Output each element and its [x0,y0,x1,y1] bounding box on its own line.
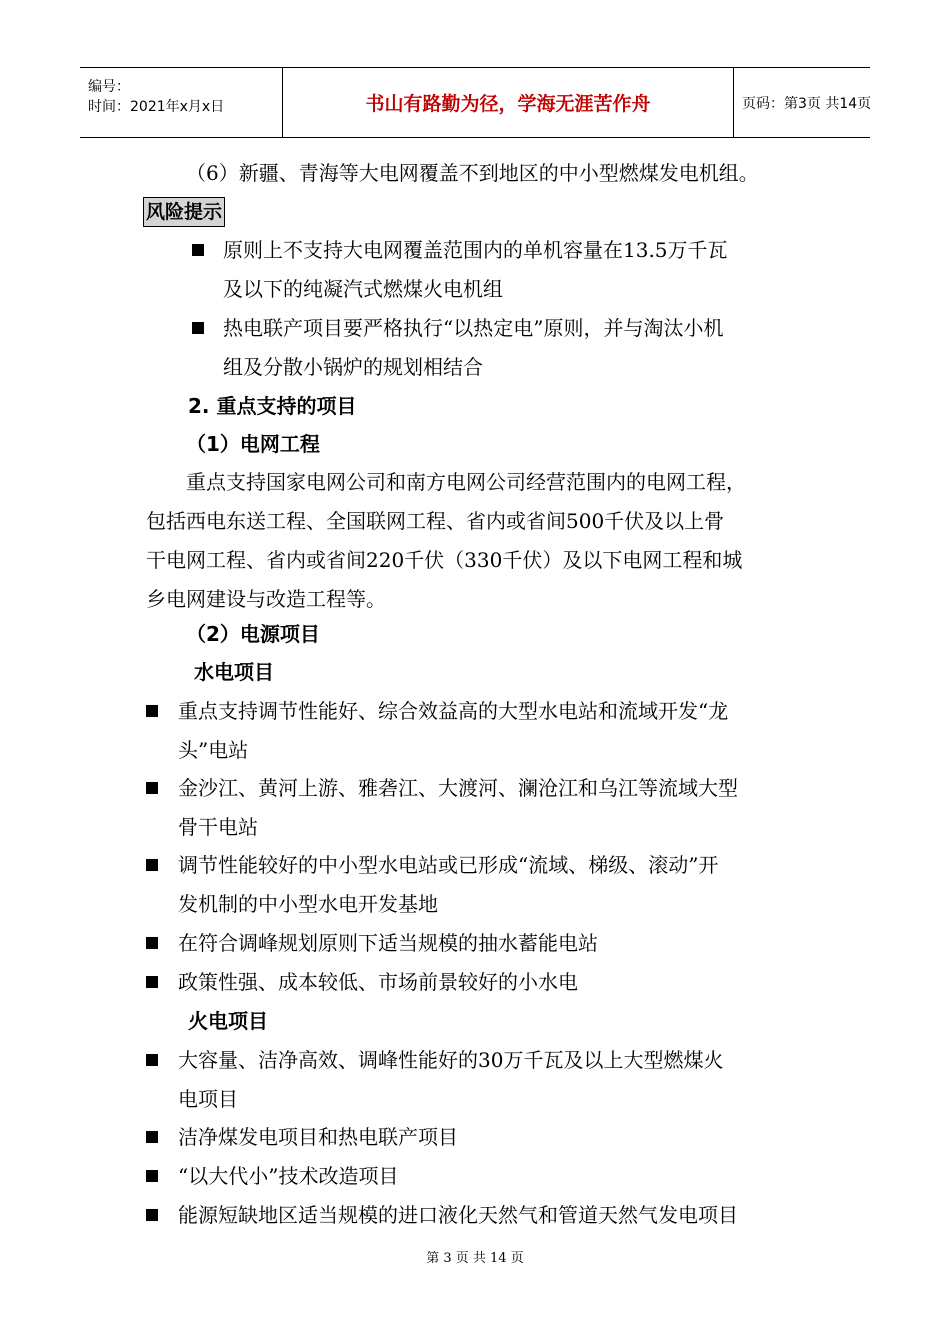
bullet-square-icon [146,976,158,988]
hydro-item-line: 金沙江、黄河上游、雅砻江、大渡河、澜沧江和乌江等流域大型 [178,776,738,800]
bullet-square-icon [192,244,204,256]
header-motto: 书山有路勤为径，学海无涯苦作舟 [365,93,651,115]
subsection-heading: （2）电源项目 [186,622,320,646]
bullet-square-icon [146,705,158,717]
thermal-item-line: 大容量、洁净高效、调峰性能好的30万千瓦及以上大型燃煤火 [178,1048,724,1072]
hydro-item-line: 骨干电站 [178,815,258,839]
hydro-item-line: 发机制的中小型水电开发基地 [178,892,438,916]
hydro-item-line: 重点支持调节性能好、综合效益高的大型水电站和流域开发“龙 [178,699,729,723]
bullet-square-icon [146,1131,158,1143]
page-header [80,67,870,138]
paragraph-line: 重点支持国家电网公司和南方电网公司经营范围内的电网工程， [186,470,746,494]
header-meta [80,68,282,137]
bullet-square-icon [146,1054,158,1066]
hydro-item-line: 政策性强、成本较低、市场前景较好的小水电 [178,970,578,994]
risk-tip-label: 风险提示 [143,197,225,227]
bullet-square-icon [192,322,204,334]
hydro-item-line: 调节性能较好的中小型水电站或已形成“流域、梯级、滚动”开 [178,853,719,877]
item-6-text: （6）新疆、青海等大电网覆盖不到地区的中小型燃煤发电机组。 [186,161,759,185]
hydro-item-line: 在符合调峰规划原则下适当规模的抽水蓄能电站 [178,931,598,955]
page-footer: 第 3 页 共 14 页 [426,1251,524,1266]
bullet-square-icon [146,937,158,949]
hydro-heading: 水电项目 [194,660,274,684]
thermal-item-line: 电项目 [178,1087,238,1111]
header-page-cell [734,68,870,137]
thermal-item-line: 能源短缺地区适当规模的进口液化天然气和管道天然气发电项目 [178,1203,738,1227]
risk-item-line: 原则上不支持大电网覆盖范围内的单机容量在13.5万千瓦 [223,238,728,262]
bullet-square-icon [146,1209,158,1221]
risk-item-line: 及以下的纯凝汽式燃煤火电机组 [223,277,503,301]
paragraph-line: 干电网工程、省内或省间220千伏（330千伏）及以下电网工程和城 [146,548,743,572]
header-motto-cell [282,68,734,137]
paragraph-line: 包括西电东送工程、全国联网工程、省内或省间500千伏及以上骨 [146,509,725,533]
header-page-info: 页码：第3页 共14页 [742,95,872,112]
header-time: 时间：2021年x月x日 [88,99,225,115]
bullet-square-icon [146,1170,158,1182]
thermal-item-line: “以大代小”技术改造项目 [178,1164,399,1188]
risk-item-line: 热电联产项目要严格执行“以热定电”原则，并与淘汰小机 [223,316,724,340]
thermal-heading: 火电项目 [188,1009,268,1033]
paragraph-line: 乡电网建设与改造工程等。 [146,587,386,611]
thermal-item-line: 洁净煤发电项目和热电联产项目 [178,1125,458,1149]
hydro-item-line: 头”电站 [178,738,249,762]
header-code-label: 编号： [88,79,130,95]
bullet-square-icon [146,859,158,871]
subsection-heading: （1）电网工程 [186,432,320,456]
risk-item-line: 组及分散小锅炉的规划相结合 [223,355,483,379]
section-heading: 2. 重点支持的项目 [188,394,357,418]
bullet-square-icon [146,782,158,794]
